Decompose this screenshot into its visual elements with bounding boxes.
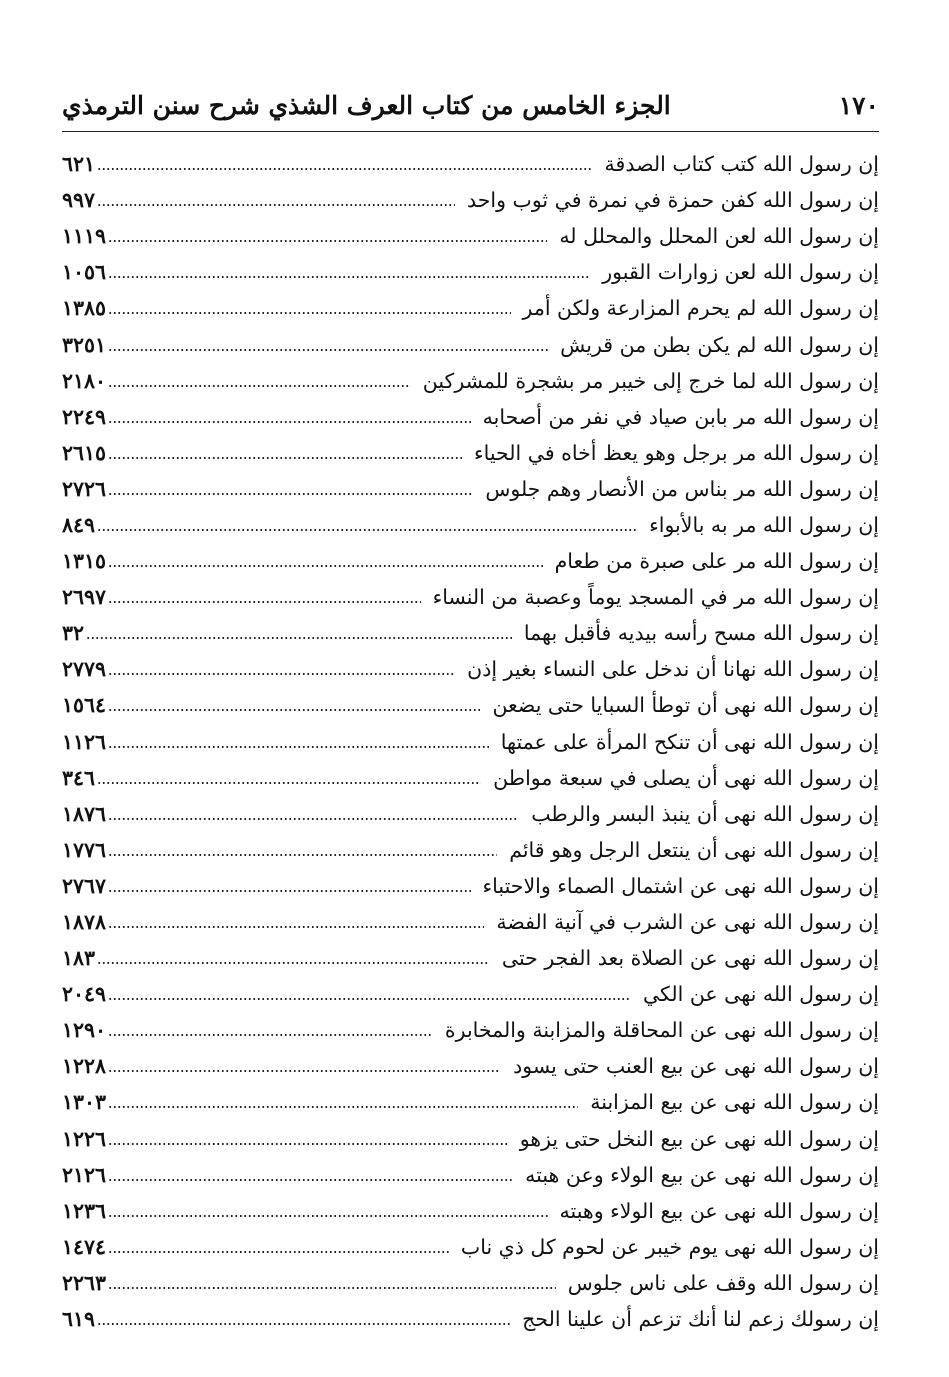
page-number: ١٧٠ xyxy=(838,90,879,120)
entry-page-number: ٢٦١٥ xyxy=(62,440,107,465)
entry-page-number: ٦٢١ xyxy=(62,152,96,177)
dot-leader xyxy=(97,204,455,206)
entry-text: إن رسول الله نهى عن الشرب في آنية الفضة xyxy=(496,910,879,935)
entry-page-number: ١٣٨٥ xyxy=(62,296,107,321)
entry-text: إن رسول الله مر على صبرة من طعام xyxy=(554,549,879,574)
dot-leader xyxy=(97,168,593,170)
dot-leader xyxy=(108,818,519,820)
index-entry xyxy=(62,796,879,832)
entry-page-number: ١١٢٦ xyxy=(62,729,107,754)
index-entry xyxy=(62,435,879,471)
index-entry xyxy=(62,1265,879,1301)
header-rule xyxy=(62,131,879,132)
index-entry xyxy=(62,1193,879,1229)
dot-leader xyxy=(108,1287,556,1289)
entry-text: إن رسول الله نهى عن المحاقلة والمزابنة والمخابرة xyxy=(444,1018,879,1043)
index-entry xyxy=(62,290,879,326)
dot-leader xyxy=(108,746,489,748)
entry-text: إن رسول الله نهى أن ينتعل الرجل وهو قائم xyxy=(509,837,879,862)
entry-page-number: ١٧٧٦ xyxy=(62,837,107,862)
entry-page-number: ٢١٨٠ xyxy=(62,368,107,393)
entry-page-number: ١٠٥٦ xyxy=(62,260,107,285)
index-entry xyxy=(62,687,879,723)
entry-text: إن رسول الله نهى عن بيع المزابنة xyxy=(590,1090,879,1115)
entry-text: إن رسول الله مر به بالأبواء xyxy=(649,512,879,537)
dot-leader xyxy=(108,1070,501,1072)
index-entry xyxy=(62,940,879,976)
index-entry xyxy=(62,1229,879,1265)
index-entry xyxy=(62,471,879,507)
entry-text: إن رسول الله مر برجل وهو يعظ أخاه في الحياء xyxy=(473,440,879,465)
dot-leader xyxy=(108,601,421,603)
index-entry xyxy=(62,1012,879,1048)
dot-leader xyxy=(108,926,484,928)
entry-text: إن رسول الله نهى عن الصلاة بعد الفجر حتى xyxy=(501,946,879,971)
index-entry xyxy=(62,182,879,218)
entry-page-number: ١٢٢٦ xyxy=(62,1126,107,1151)
dot-leader xyxy=(97,782,481,784)
index-entry xyxy=(62,760,879,796)
entry-text: إن رسول الله كتب كتاب الصدقة xyxy=(604,152,879,177)
entry-page-number: ١٢٣٦ xyxy=(62,1198,107,1223)
entry-text: إن رسول الله كفن حمزة في نمرة في ثوب واحد xyxy=(467,188,879,213)
entry-text: إن رسول الله وقف على ناس جلوس xyxy=(567,1270,879,1295)
entry-page-number: ٢١٢٦ xyxy=(62,1162,107,1187)
entry-text: إن رسول الله لم يكن بطن من قريش xyxy=(560,332,879,357)
entry-page-number: ١٢٩٠ xyxy=(62,1018,107,1043)
entry-text: إن رسول الله نهانا أن ندخل على النساء بغير إذن xyxy=(467,657,879,682)
dot-leader xyxy=(108,1106,578,1108)
entry-text: إن رسولك زعم لنا أنك تزعم أن علينا الحج xyxy=(522,1307,879,1332)
index-entry xyxy=(62,1301,879,1337)
entry-page-number: ٣٤٦ xyxy=(62,765,96,790)
dot-leader xyxy=(108,890,471,892)
entry-page-number: ٢٧٢٦ xyxy=(62,476,107,501)
entry-page-number: ٨٤٩ xyxy=(62,512,96,537)
entry-page-number: ١٨٧٨ xyxy=(62,910,107,935)
dot-leader xyxy=(108,998,631,1000)
index-entry xyxy=(62,326,879,362)
entry-text: إن رسول الله نهى عن بيع الولاء وعن هبته xyxy=(525,1162,879,1187)
entry-text: إن رسول الله لما خرج إلى خيبر مر بشجرة للمشركين xyxy=(422,368,879,393)
entry-page-number: ١٣٠٣ xyxy=(62,1090,107,1115)
index-entry xyxy=(62,218,879,254)
entry-text: إن رسول الله نهى عن بيع العنب حتى يسود xyxy=(513,1054,879,1079)
running-title: الجزء الخامس من كتاب العرف الشذي شرح سنن الترمذي xyxy=(62,90,671,120)
entry-page-number: ٣٢٥١ xyxy=(62,332,107,357)
entry-page-number: ٢٠٤٩ xyxy=(62,982,107,1007)
dot-leader xyxy=(108,673,455,675)
dot-leader xyxy=(108,276,590,278)
entry-text: إن رسول الله لم يحرم المزارعة ولكن أمر xyxy=(522,296,879,321)
page-header xyxy=(62,84,879,126)
dot-leader xyxy=(108,421,471,423)
dot-leader xyxy=(97,529,637,531)
entry-text: إن رسول الله نهى عن بيع النخل حتى يزهو xyxy=(519,1126,879,1151)
dot-leader xyxy=(108,1034,433,1036)
entry-page-number: ١٨٧٦ xyxy=(62,801,107,826)
entry-text: إن رسول الله مر في المسجد يوماً وعصبة من النساء xyxy=(432,585,879,610)
dot-leader xyxy=(108,854,497,856)
dot-leader xyxy=(108,709,480,711)
index-entry xyxy=(62,1084,879,1120)
entry-text: إن رسول الله لعن زوارات القبور xyxy=(602,260,879,285)
index-entry xyxy=(62,651,879,687)
entry-page-number: ١٤٧٤ xyxy=(62,1234,107,1259)
entry-text: إن رسول الله مسح رأسه بيديه فأقبل بهما xyxy=(523,621,879,646)
index-entry xyxy=(62,399,879,435)
entry-text: إن رسول الله نهى أن توطأ السبايا حتى يضعن xyxy=(492,693,879,718)
index-entries xyxy=(62,146,879,1337)
index-entry xyxy=(62,579,879,615)
dot-leader xyxy=(108,457,462,459)
entry-page-number: ٢٢٦٣ xyxy=(62,1270,107,1295)
dot-leader xyxy=(108,240,547,242)
entry-text: إن رسول الله نهى عن الكي xyxy=(642,982,879,1007)
entry-text: إن رسول الله نهى أن يصلى في سبعة مواطن xyxy=(493,765,879,790)
dot-leader xyxy=(108,565,543,567)
dot-leader xyxy=(86,637,512,639)
index-entry xyxy=(62,976,879,1012)
entry-page-number: ٦١٩ xyxy=(62,1307,96,1332)
entry-text: إن رسول الله مر بناس من الأنصار وهم جلوس xyxy=(485,476,879,501)
dot-leader xyxy=(108,1179,513,1181)
index-entry xyxy=(62,615,879,651)
index-entry xyxy=(62,832,879,868)
index-entry xyxy=(62,1121,879,1157)
entry-page-number: ١٣١٥ xyxy=(62,549,107,574)
index-entry xyxy=(62,868,879,904)
dot-leader xyxy=(97,1323,510,1325)
entry-text: إن رسول الله مر بابن صياد في نفر من أصحابه xyxy=(482,404,879,429)
entry-page-number: ٢٧٧٩ xyxy=(62,657,107,682)
index-entry xyxy=(62,254,879,290)
index-entry xyxy=(62,904,879,940)
entry-page-number: ١١١٩ xyxy=(62,224,107,249)
dot-leader xyxy=(108,349,548,351)
index-entry xyxy=(62,1157,879,1193)
dot-leader xyxy=(97,962,490,964)
entry-page-number: ٢٢٤٩ xyxy=(62,404,107,429)
dot-leader xyxy=(108,1251,449,1253)
entry-text: إن رسول الله نهى عن بيع الولاء وهبته xyxy=(559,1198,879,1223)
dot-leader xyxy=(108,493,473,495)
entry-page-number: ٩٩٧ xyxy=(62,188,96,213)
dot-leader xyxy=(108,312,510,314)
entry-text: إن رسول الله نهى عن اشتمال الصماء والاحتباء xyxy=(482,873,879,898)
index-entry xyxy=(62,146,879,182)
entry-text: إن رسول الله لعن المحلل والمحلل له xyxy=(559,224,879,249)
dot-leader xyxy=(108,1215,547,1217)
dot-leader xyxy=(108,385,411,387)
entry-page-number: ١٢٢٨ xyxy=(62,1054,107,1079)
entry-text: إن رسول الله نهى يوم خيبر عن لحوم كل ذي ناب xyxy=(460,1234,879,1259)
entry-text: إن رسول الله نهى أن ينبذ البسر والرطب xyxy=(531,801,879,826)
dot-leader xyxy=(108,1143,508,1145)
entry-page-number: ١٨٣ xyxy=(62,946,96,971)
index-entry xyxy=(62,363,879,399)
index-entry xyxy=(62,507,879,543)
entry-page-number: ٣٢ xyxy=(62,621,85,646)
entry-text: إن رسول الله نهى أن تنكح المرأة على عمتها xyxy=(500,729,879,754)
entry-page-number: ٢٦٩٧ xyxy=(62,585,107,610)
index-entry xyxy=(62,724,879,760)
index-entry xyxy=(62,1048,879,1084)
index-entry xyxy=(62,543,879,579)
entry-page-number: ٢٧٦٧ xyxy=(62,873,107,898)
entry-page-number: ١٥٦٤ xyxy=(62,693,107,718)
